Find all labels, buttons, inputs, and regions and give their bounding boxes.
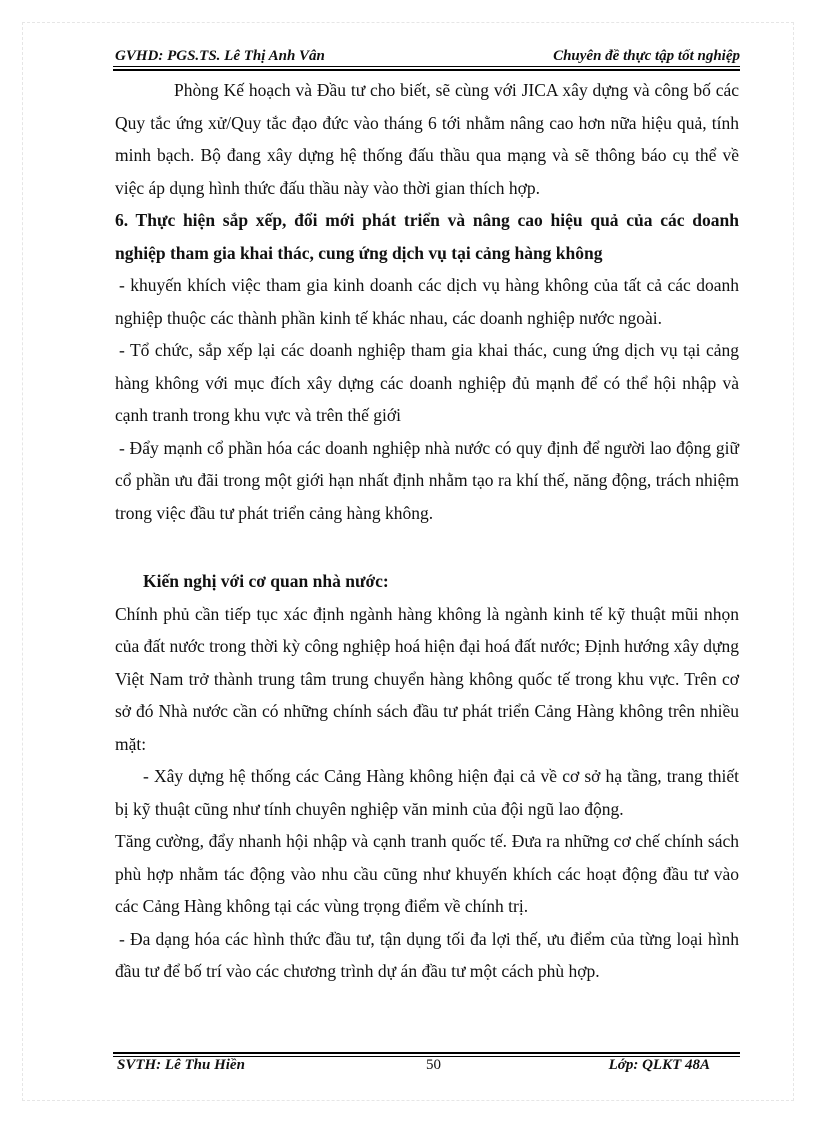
bullet-reorganize-enterprises: - Tổ chức, sắp xếp lại các doanh nghiệp tham gia khai thác, cung ứng dịch vụ tại cảng hàng không với mục đích xây dựng các doanh nghiệp đủ mạnh để có thể hội nhập và cạnh tranh trong khu vực và trên thế giới [115, 340, 739, 425]
header-supervisor: GVHD: PGS.TS. Lê Thị Anh Vân [115, 48, 325, 64]
page-footer [113, 1057, 740, 1077]
document-body [115, 74, 739, 988]
section-heading-recommendations: Kiến nghị với cơ quan nhà nước: [143, 571, 389, 591]
paragraph-government: Chính phủ cần tiếp tục xác định ngành hàng không là ngành kinh tế kỹ thuật mũi nhọn của đất nước trong thời kỳ công nghiệp hoá hiện đại hoá đất nước; Định hướng xây dựng Việt Nam trở thành trung tâm trung chuyển hàng không quốc tế trong khu vực. Trên cơ sở đó Nhà nước cần có những chính sách đầu tư phát triển Cảng Hàng không trên nhiều mặt: [115, 603, 739, 754]
footer-class: Lớp: QLKT 48A [608, 1057, 710, 1073]
header-rule [113, 66, 740, 71]
page-number: 50 [426, 1057, 441, 1073]
section-heading-6: 6. Thực hiện sắp xếp, đổi mới phát triển và nâng cao hiệu quả của các doanh nghiệp tham gia khai thác, cung ứng dịch vụ tại cảng hàng không [115, 210, 739, 263]
spacer [115, 529, 739, 565]
bullet-encourage-business: - khuyến khích việc tham gia kinh doanh các dịch vụ hàng không của tất cả các doanh nghiệp thuộc các thành phần kinh tế khác nhau, các doanh nghiệp nước ngoài. [115, 275, 739, 328]
bullet-diversify-investment: - Đa dạng hóa các hình thức đầu tư, tận dụng tối đa lợi thế, ưu điểm của từng loại hình đầu tư để bố trí vào các chương trình dự án đầu tư một cách phù hợp. [115, 928, 739, 981]
paragraph-integration: Tăng cường, đẩy nhanh hội nhập và cạnh tranh quốc tế. Đưa ra những cơ chế chính sách phù hợp nhằm tác động vào nhu cầu cũng như khuyến khích các hoạt động đầu tư vào các Cảng Hàng không tại các vùng trọng điểm về chính trị. [115, 831, 739, 916]
bullet-equitization: - Đẩy mạnh cổ phần hóa các doanh nghiệp nhà nước có quy định để người lao động giữ cổ phần ưu đãi trong một giới hạn nhất định nhằm tạo ra khí thế, năng động, trách nhiệm trong việc đầu tư phát triển cảng hàng không. [115, 437, 739, 523]
bullet-build-airports: - Xây dựng hệ thống các Cảng Hàng không hiện đại cả về cơ sở hạ tầng, trang thiết bị kỹ thuật cũng như tính chuyên nghiệp văn minh của đội ngũ lao động. [115, 766, 739, 819]
footer-student: SVTH: Lê Thu Hiền [117, 1057, 245, 1073]
paragraph-jica: Phòng Kế hoạch và Đầu tư cho biết, sẽ cùng với JICA xây dựng và công bố các Quy tắc ứng xử/Quy tắc đạo đức vào tháng 6 tới nhằm nâng cao hơn nữa hiệu quả, tính minh bạch. Bộ đang xây dựng hệ thống đấu thầu qua mạng và sẽ thông báo cụ thể về việc áp dụng hình thức đấu thầu này vào thời gian thích hợp. [115, 80, 739, 198]
page-header [113, 48, 740, 68]
header-document-title: Chuyên đề thực tập tốt nghiệp [553, 48, 740, 64]
